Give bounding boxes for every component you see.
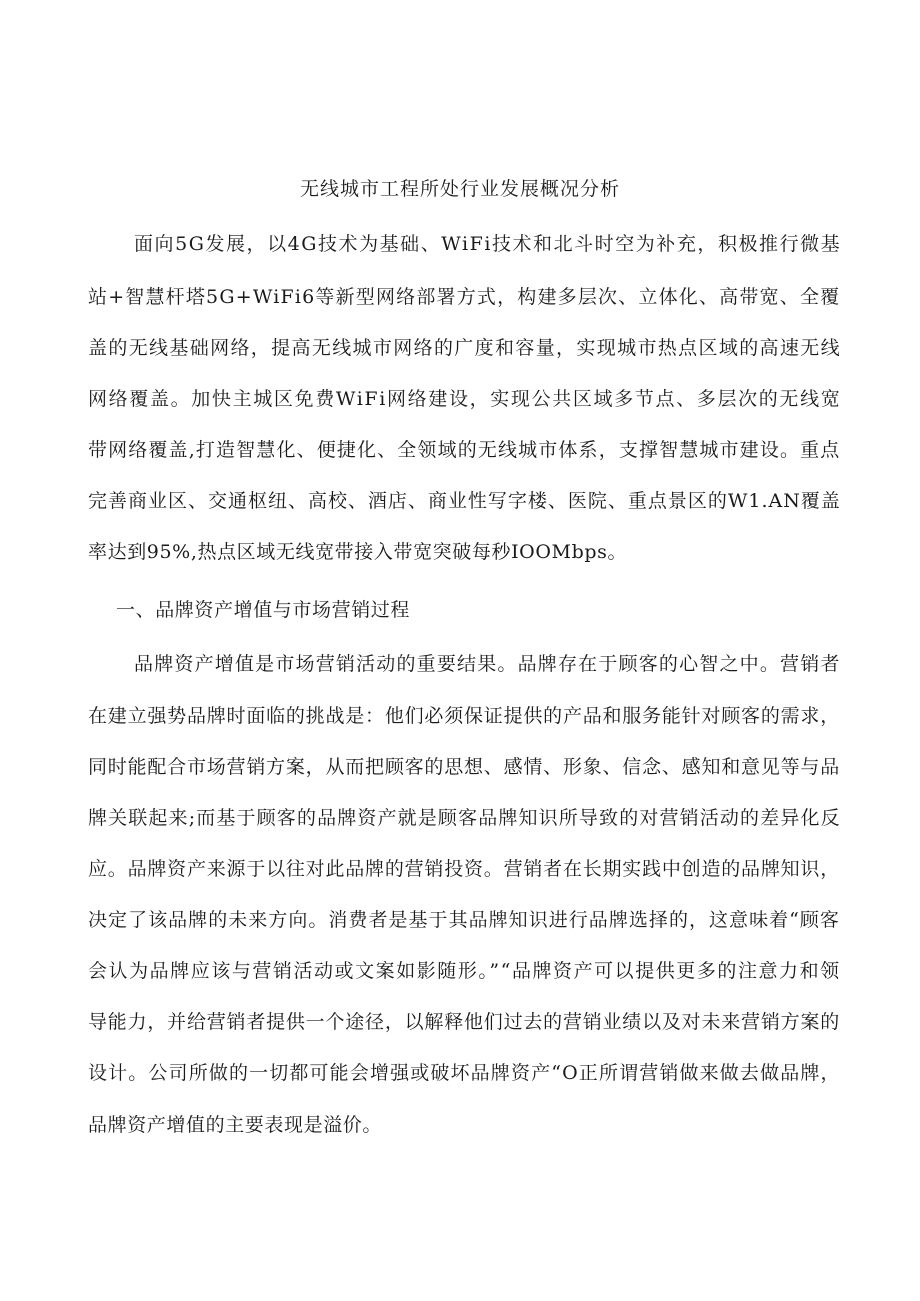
text-line: 站+智慧杆塔5G+WiFi6等新型网络部署方式，构建多层次、立体化、高带宽、全覆 bbox=[88, 286, 841, 308]
text-line: 率达到95%,热点区域无线宽带接入带宽突破每秒IOOMbps。 bbox=[88, 541, 628, 563]
text-line: 应。品牌资产来源于以往对此品牌的营销投资。营销者在长期实践中创造的品牌知识， bbox=[88, 858, 840, 880]
text-line: 设计。公司所做的一切都可能会增强或破坏品牌资产“O正所谓营销做来做去做品牌， bbox=[88, 1062, 841, 1084]
section-heading: 一、品牌资产增值与市场营销过程 bbox=[116, 599, 411, 621]
text-line: 带网络覆盖,打造智慧化、便捷化、全领域的无线城市体系，支撑智慧城市建设。重点 bbox=[88, 439, 841, 461]
text-line: 品牌资产增值是市场营销活动的重要结果。品牌存在于顾客的心智之中。营销者 bbox=[134, 653, 841, 675]
text-line: 品牌资产增值的主要表现是溢价。 bbox=[88, 1114, 383, 1136]
text-line: 在建立强势品牌时面临的挑战是：他们必须保证提供的产品和服务能针对顾客的需求， bbox=[88, 705, 840, 727]
text-line: 网络覆盖。加快主城区免费WiFi网络建设，实现公共区域多节点、多层次的无线宽 bbox=[88, 388, 842, 410]
text-line: 会认为品牌应该与营销活动或文案如影随形。”“品牌资产可以提供更多的注意力和领 bbox=[88, 960, 841, 982]
text-line: 牌关联起来;而基于顾客的品牌资产就是顾客品牌知识所导致的对营销活动的差异化反 bbox=[88, 807, 841, 829]
text-line: 决定了该品牌的未来方向。消费者是基于其品牌知识进行品牌选择的，这意味着“顾客 bbox=[88, 909, 840, 931]
document-title: 无线城市工程所处行业发展概况分析 bbox=[299, 178, 620, 200]
text-line: 盖的无线基础网络，提高无线城市网络的广度和容量，实现城市热点区域的高速无线 bbox=[88, 337, 841, 359]
text-line: 完善商业区、交通枢纽、高校、酒店、商业性写字楼、医院、重点景区的W1.AN覆盖 bbox=[88, 490, 841, 512]
text-line: 同时能配合市场营销方案，从而把顾客的思想、感情、形象、信念、感知和意见等与品 bbox=[88, 756, 840, 778]
text-line: 面向5G发展，以4G技术为基础、WiFi技术和北斗时空为补充，积极推行微基 bbox=[134, 233, 842, 255]
text-line: 导能力，并给营销者提供一个途径，以解释他们过去的营销业绩以及对未来营销方案的 bbox=[88, 1011, 840, 1033]
